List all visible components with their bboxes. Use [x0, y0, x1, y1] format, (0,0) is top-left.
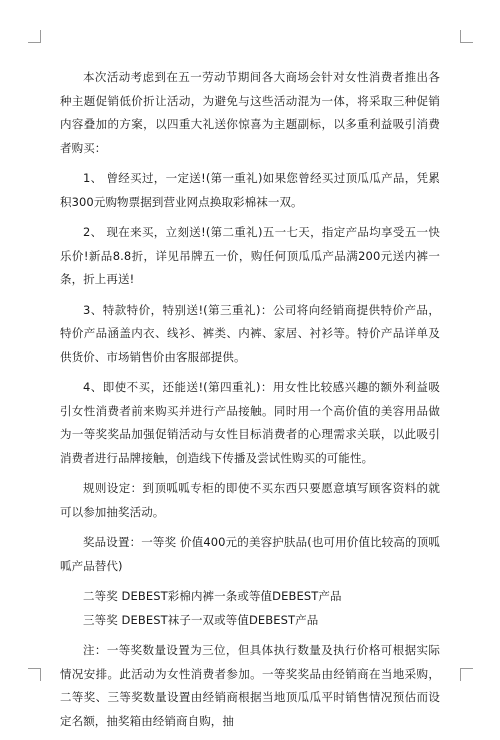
crop-mark-bottom-left: [28, 668, 41, 681]
paragraph-intro: 本次活动考虑到在五一劳动节期间各大商场会针对女性消费者推出各种主题促销低价折让活动，为避免与这些活动混为一体，将采取三种促销内容叠加的方案，以四重大礼送你惊喜为主题副标，以多重利益吸引消费者购买：: [60, 70, 440, 155]
paragraph-rules: 规则设定：到顶呱呱专柜的即使不买东西只要愿意填写顾客资料的就可以参加抽奖活动。: [60, 481, 440, 519]
paragraph-gift-4: 4、即使不买，还能送!(第四重礼)：用女性比较感兴趣的额外利益吸引女性消费者前来购买并进行产品接触。同时用一个高价值的美容用品做为一等奖奖品加强促销活动与女性目标消费者的心理需求关联，以此吸引消费者进行品牌接触，创造线下传播及尝试性购买的可能性。: [60, 380, 440, 465]
paragraph-note: 注：一等奖数量设置为三位，但具体执行数量及执行价格可根据实际情况安排。此活动为女性消费者参加。一等奖奖品由经销商在当地采购，二等奖、三等奖数量设置由经销商根据当地顶瓜瓜平时销售情况预估而设定名额，抽奖箱由经销商自购，抽: [60, 643, 440, 728]
paragraph-gift-1: 1、 曾经买过，一定送!(第一重礼)如果您曾经买过顶瓜瓜产品，凭累积300元购物票据到营业网点换取彩棉袜一双。: [60, 171, 440, 209]
paragraph-prize-first: 奖品设置：一等奖 价值400元的美容护肤品(也可用价值比较高的顶呱呱产品替代): [60, 535, 440, 573]
paragraph-prize-third: 三等奖 DEBEST袜子一双或等值DEBEST产品: [83, 612, 319, 627]
paragraph-gift-3: 3、特款特价，特别送!(第三重礼)：公司将向经销商提供特价产品，特价产品涵盖内衣、线衫、裤类、内裤、家居、衬衫等。特价产品详单及供货价、市场销售价由客服部提供。: [60, 302, 440, 364]
crop-mark-top-left: [28, 30, 41, 43]
paragraph-gift-2: 2、 现在来买，立刻送!(第二重礼)五一七天，指定产品均享受五一快乐价!新品8.8折，详见吊牌五一价，购任何顶瓜瓜产品满200元送内裤一条，折上再送!: [60, 225, 440, 286]
paragraph-prize-second: 二等奖 DEBEST彩棉内裤一条或等值DEBEST产品: [83, 589, 342, 603]
document-body: [60, 66, 440, 740]
crop-mark-top-right: [460, 30, 473, 43]
crop-mark-bottom-right: [460, 668, 473, 681]
